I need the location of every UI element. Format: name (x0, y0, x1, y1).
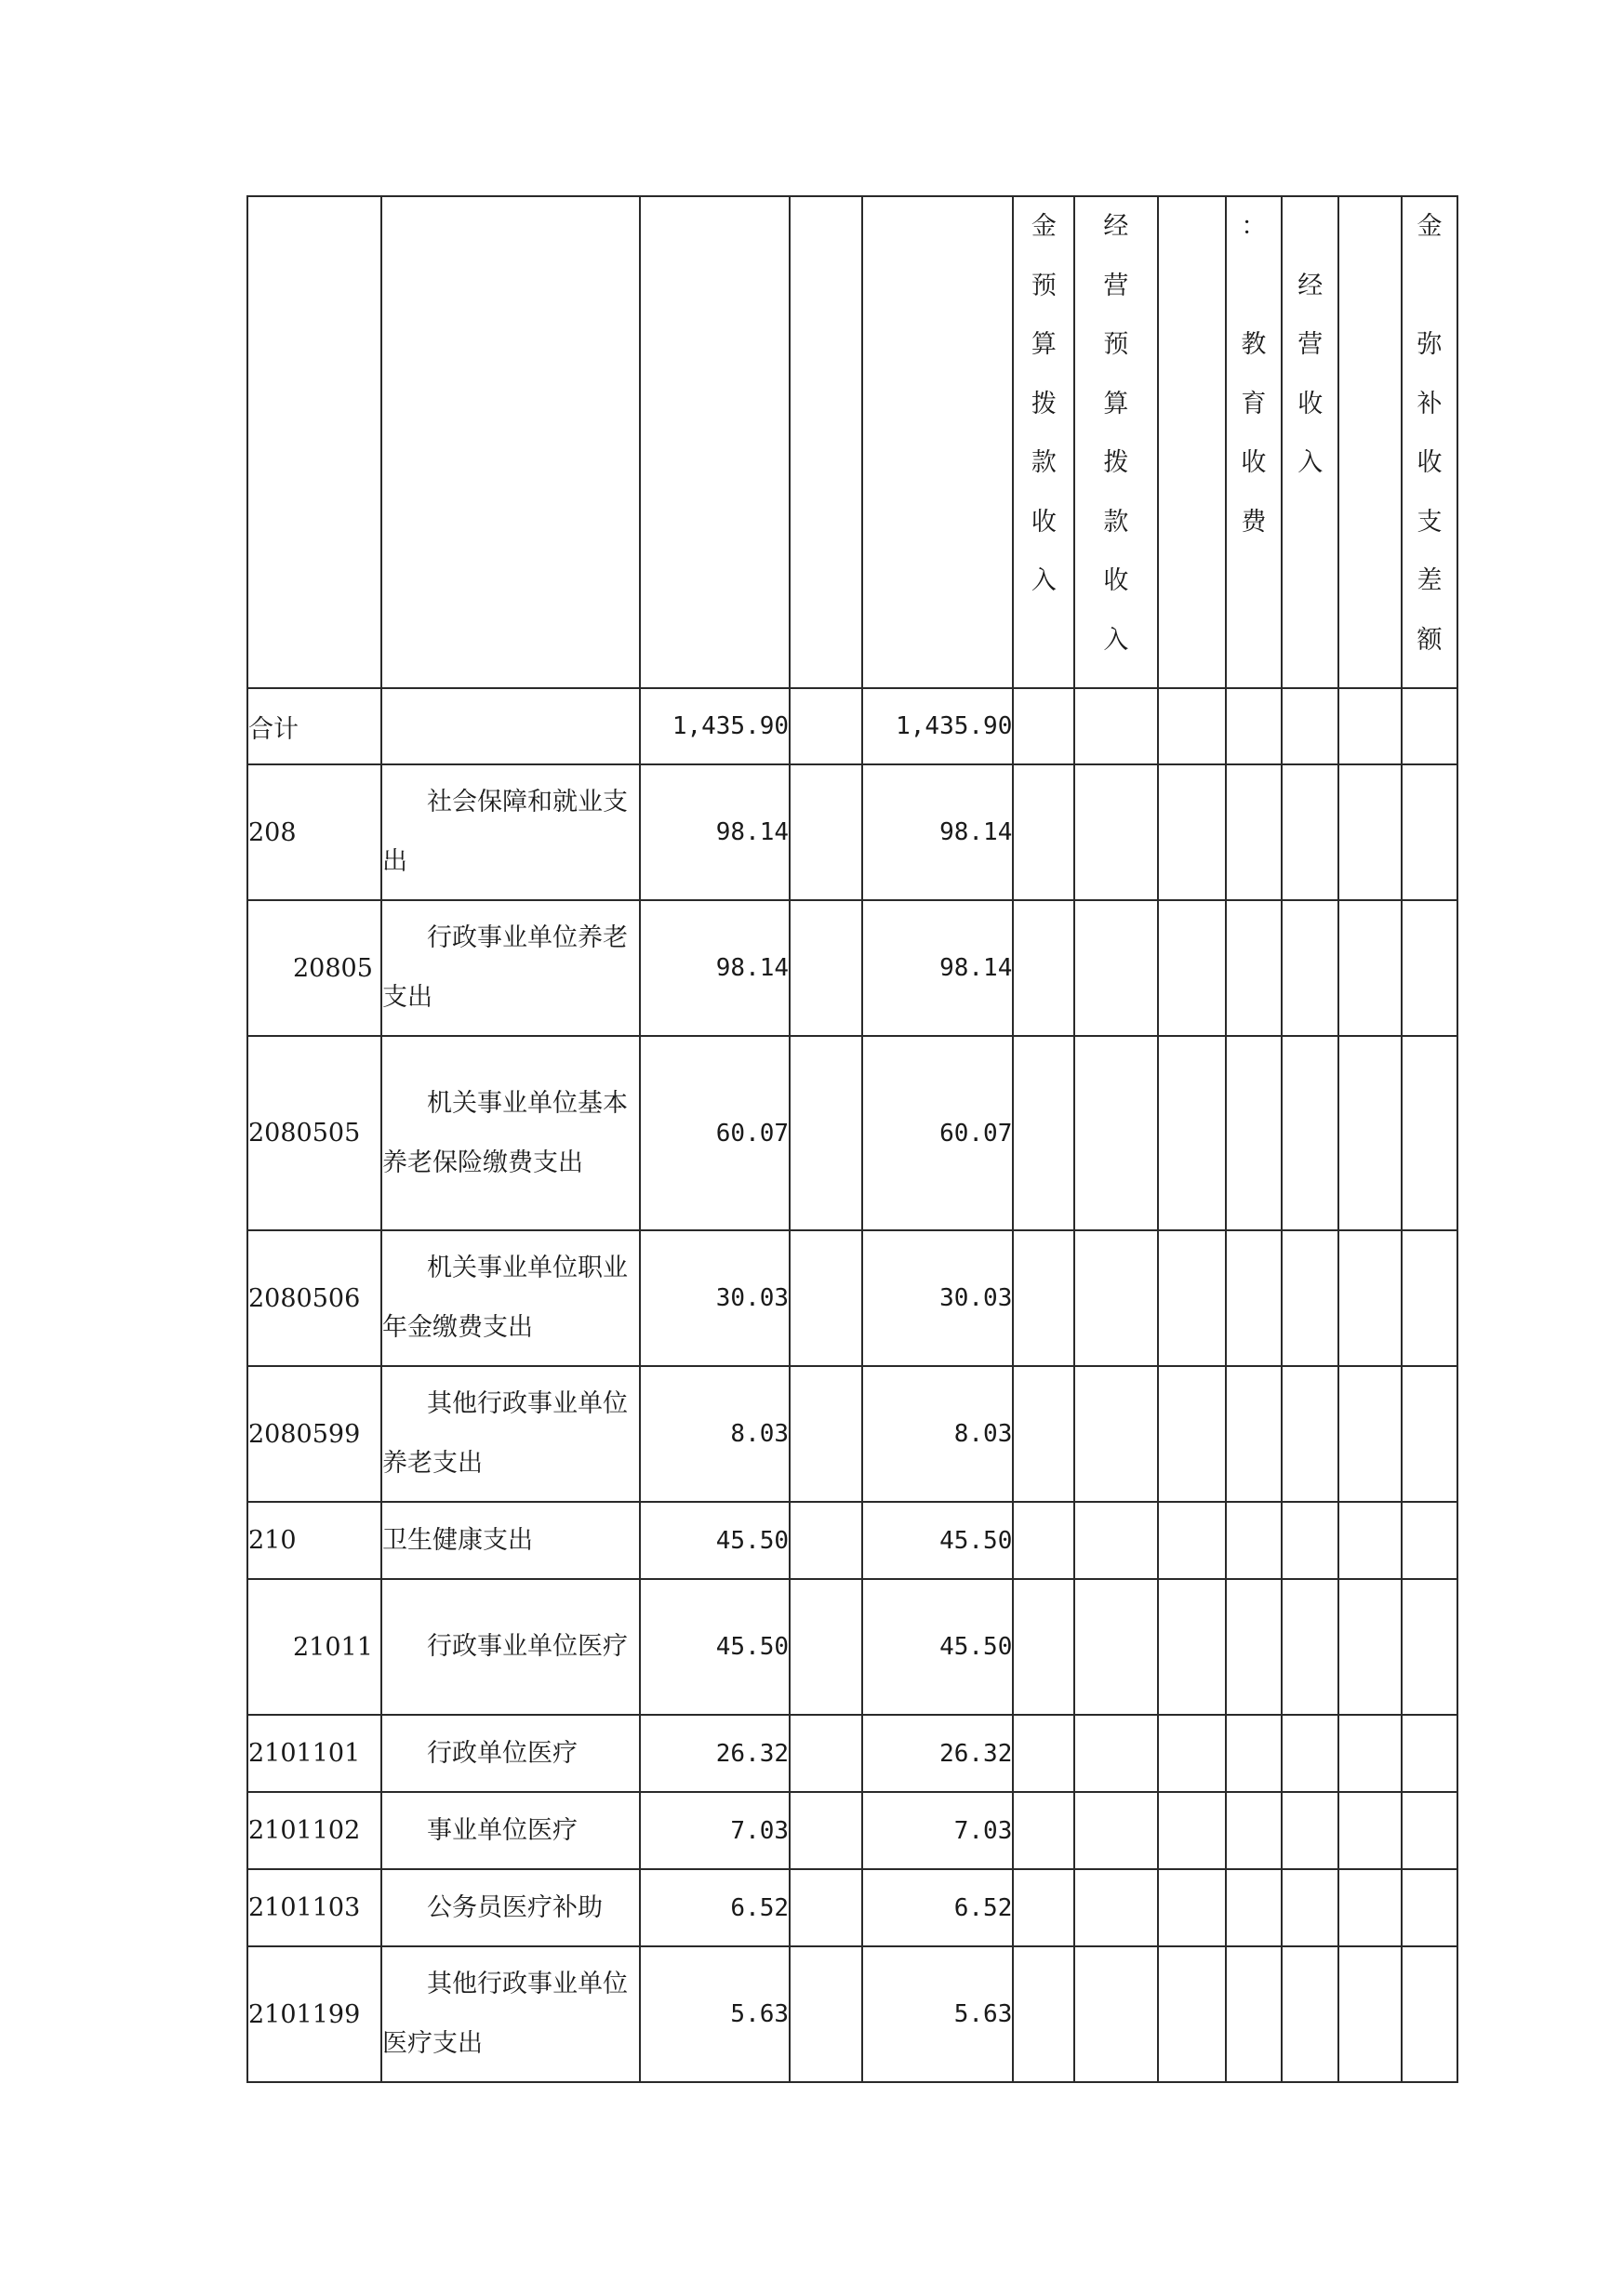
row-total: 8.03 (640, 1366, 790, 1502)
budget-table (246, 195, 1458, 2083)
table-row (247, 1230, 1457, 1366)
row-name: 公务员医疗补助 (381, 1869, 640, 1946)
row-col5: 8.03 (862, 1366, 1013, 1502)
table-row (247, 688, 1457, 764)
header-cell (381, 196, 640, 688)
header-operating-budget-allocation: 经 营 预 算 拨 款 收 入 (1074, 196, 1157, 688)
table-row (247, 1946, 1457, 2082)
row-code: 208 (247, 764, 381, 900)
row-col4 (790, 1946, 862, 2082)
row-col5: 98.14 (862, 900, 1013, 1036)
row-code: 2080599 (247, 1366, 381, 1502)
row-name: 其他行政事业单位养老支出 (381, 1366, 640, 1502)
row-name: 其他行政事业单位医疗支出 (381, 1946, 640, 2082)
table-row (247, 1502, 1457, 1579)
row-total: 98.14 (640, 764, 790, 900)
header-education-fees: ： 教 育 收 费 (1226, 196, 1283, 688)
row-name: 卫生健康支出 (381, 1502, 640, 1579)
row-col4 (790, 1715, 862, 1792)
row-total: 45.50 (640, 1502, 790, 1579)
row-col5: 60.07 (862, 1036, 1013, 1230)
header-cell (640, 196, 790, 688)
table-row (247, 1792, 1457, 1869)
header-fund-balance-offset: 金 弥 补 收 支 差 额 (1402, 196, 1457, 688)
header-fund-budget-allocation: 金 预 算 拨 款 收 入 (1013, 196, 1074, 688)
header-cell (790, 196, 862, 688)
row-col5: 6.52 (862, 1869, 1013, 1946)
header-row (247, 196, 1457, 688)
row-code: 合计 (247, 688, 381, 764)
row-total: 26.32 (640, 1715, 790, 1792)
row-col4 (790, 1792, 862, 1869)
row-code: 2101103 (247, 1869, 381, 1946)
row-name: 机关事业单位基本养老保险缴费支出 (381, 1036, 640, 1230)
header-cell (1338, 196, 1402, 688)
row-name: 行政事业单位医疗 (381, 1579, 640, 1715)
row-code: 20805 (247, 900, 381, 1036)
table-row (247, 900, 1457, 1036)
row-col5: 45.50 (862, 1502, 1013, 1579)
row-name: 行政单位医疗 (381, 1715, 640, 1792)
row-name: 行政事业单位养老支出 (381, 900, 640, 1036)
row-total: 60.07 (640, 1036, 790, 1230)
row-col5: 5.63 (862, 1946, 1013, 2082)
row-name: 机关事业单位职业年金缴费支出 (381, 1230, 640, 1366)
row-col4 (790, 1366, 862, 1502)
row-total: 5.63 (640, 1946, 790, 2082)
row-total: 30.03 (640, 1230, 790, 1366)
row-code: 2101199 (247, 1946, 381, 2082)
table-row (247, 1715, 1457, 1792)
row-col4 (790, 900, 862, 1036)
row-code: 21011 (247, 1579, 381, 1715)
row-total: 7.03 (640, 1792, 790, 1869)
row-name: 社会保障和就业支出 (381, 764, 640, 900)
row-code: 2080506 (247, 1230, 381, 1366)
row-col4 (790, 1502, 862, 1579)
row-name: 事业单位医疗 (381, 1792, 640, 1869)
row-total: 1,435.90 (640, 688, 790, 764)
row-col5: 1,435.90 (862, 688, 1013, 764)
header-cell (247, 196, 381, 688)
table-row (247, 1579, 1457, 1715)
row-col4 (790, 1869, 862, 1946)
row-code: 2080505 (247, 1036, 381, 1230)
row-col4 (790, 1230, 862, 1366)
row-code: 2101101 (247, 1715, 381, 1792)
row-total: 6.52 (640, 1869, 790, 1946)
row-col5: 30.03 (862, 1230, 1013, 1366)
row-col5: 98.14 (862, 764, 1013, 900)
row-col4 (790, 1036, 862, 1230)
row-total: 45.50 (640, 1579, 790, 1715)
table-row (247, 764, 1457, 900)
table-row (247, 1036, 1457, 1230)
row-col4 (790, 688, 862, 764)
row-col5: 45.50 (862, 1579, 1013, 1715)
row-code: 2101102 (247, 1792, 381, 1869)
row-col5: 7.03 (862, 1792, 1013, 1869)
header-cell (862, 196, 1013, 688)
row-col4 (790, 764, 862, 900)
table-row (247, 1869, 1457, 1946)
row-col4 (790, 1579, 862, 1715)
row-col5: 26.32 (862, 1715, 1013, 1792)
row-name (381, 688, 640, 764)
header-operating-income: 经 营 收 入 (1282, 196, 1338, 688)
header-cell (1158, 196, 1226, 688)
row-total: 98.14 (640, 900, 790, 1036)
row-code: 210 (247, 1502, 381, 1579)
table-row (247, 1366, 1457, 1502)
